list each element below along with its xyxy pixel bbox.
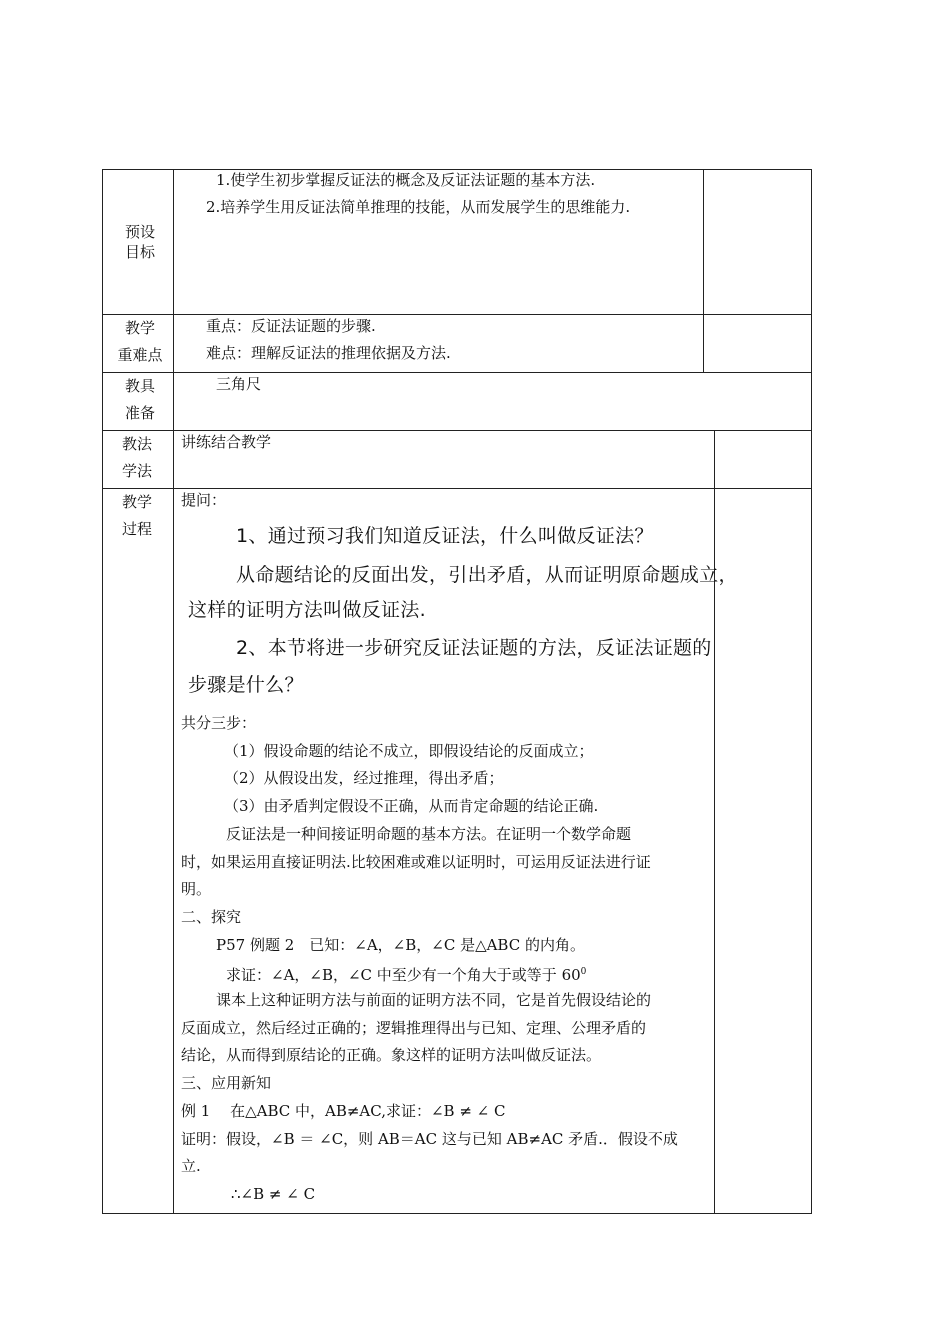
degree-superscript: 0	[580, 967, 587, 977]
methods-value: 讲练结合教学	[181, 433, 272, 451]
table-border-bottom	[102, 1213, 812, 1214]
textbook-note-line-2: 反面成立，然后经过正确的；逻辑推理得出与已知、定理、公理矛盾的	[181, 1019, 647, 1037]
step-2: （2）从假设出发，经过推理，得出矛盾；	[224, 769, 504, 787]
right-column-divider-bottom	[714, 430, 715, 1214]
textbook-note-line-1: 课本上这种证明方法与前面的证明方法不同，它是首先假设结论的	[216, 991, 652, 1009]
question-2-line-1: 2、本节将进一步研究反证法证题的方法，反证法证题的	[236, 637, 712, 659]
tools-label-line-1: 教具	[124, 377, 155, 395]
example-2-given: P57 例题 2 已知：∠A，∠B，∠C 是△ABC 的内角。	[216, 936, 585, 954]
objective-1: 1.使学生初步掌握反证法的概念及反证法证题的基本方法.	[216, 171, 596, 189]
textbook-note-line-3: 结论，从而得到原结论的正确。象这样的证明方法叫做反证法。	[181, 1046, 602, 1064]
objectives-label-line-2: 目标	[124, 243, 155, 261]
example-1: 例 1 在△ABC 中，AB≠AC,求证：∠B ≠ ∠ C	[181, 1102, 506, 1120]
key-point-focus: 重点：反证法证题的步骤.	[206, 317, 376, 335]
methods-label-line-2: 学法	[121, 462, 152, 480]
objectives-label	[110, 222, 170, 262]
process-label	[107, 489, 167, 543]
label-column-divider	[173, 169, 174, 1214]
question-2-line-2: 步骤是什么？	[188, 674, 304, 696]
definition-line-1: 反证法是一种间接证明命题的基本方法。在证明一个数学命题	[226, 825, 632, 843]
explore-heading: 二、探究	[181, 908, 242, 926]
key-points-label	[110, 315, 170, 369]
process-label-line-1: 教学	[121, 493, 152, 511]
definition-line-2: 时，如果运用直接证明法.比较困难或难以证明时，可运用反证法进行证	[181, 853, 651, 871]
tools-label-line-2: 准备	[124, 404, 155, 422]
row-divider-4	[102, 488, 812, 489]
definition-line-3: 明。	[181, 880, 212, 898]
example-2-prove-text: 求证：∠A，∠B，∠C 中至少有一个角大于或等于 60	[226, 966, 581, 984]
question-heading: 提问：	[181, 491, 227, 509]
conclusion: ∴∠B ≠ ∠ C	[231, 1185, 316, 1203]
apply-heading: 三、应用新知	[181, 1074, 272, 1092]
key-point-difficulty: 难点：理解反证法的推理依据及方法.	[206, 344, 451, 362]
key-points-label-line-2: 重难点	[117, 346, 163, 364]
proof-line-2: 立.	[181, 1157, 201, 1175]
key-points-label-line-1: 教学	[124, 319, 155, 337]
row-divider-2	[102, 372, 812, 373]
process-label-line-2: 过程	[121, 520, 152, 538]
table-border-left	[102, 169, 103, 1214]
methods-label	[107, 431, 167, 485]
objectives-label-line-1: 预设	[124, 223, 155, 241]
steps-heading: 共分三步：	[181, 714, 257, 732]
step-3: （3）由矛盾判定假设不正确，从而肯定命题的结论正确.	[224, 797, 599, 815]
right-column-divider-top	[703, 169, 704, 372]
objective-2: 2.培养学生用反证法简单推理的技能，从而发展学生的思维能力.	[206, 198, 631, 216]
methods-label-line-1: 教法	[121, 435, 152, 453]
proof-line-1: 证明：假设，∠B ＝ ∠C，则 AB＝AC 这与已知 AB≠AC 矛盾.．假设不成	[181, 1130, 678, 1148]
question-1: 1、通过预习我们知道反证法，什么叫做反证法？	[236, 525, 654, 547]
tools-label	[110, 373, 170, 427]
tools-value: 三角尺	[216, 375, 262, 393]
step-1: （1）假设命题的结论不成立，即假设结论的反面成立；	[224, 742, 594, 760]
row-divider-1	[102, 314, 812, 315]
table-border-right	[811, 169, 812, 1214]
answer-1-line-1: 从命题结论的反面出发，引出矛盾，从而证明原命题成立，	[236, 564, 738, 586]
row-divider-3	[102, 430, 812, 431]
example-2-prove	[226, 962, 586, 985]
answer-1-line-2: 这样的证明方法叫做反证法.	[188, 599, 426, 621]
